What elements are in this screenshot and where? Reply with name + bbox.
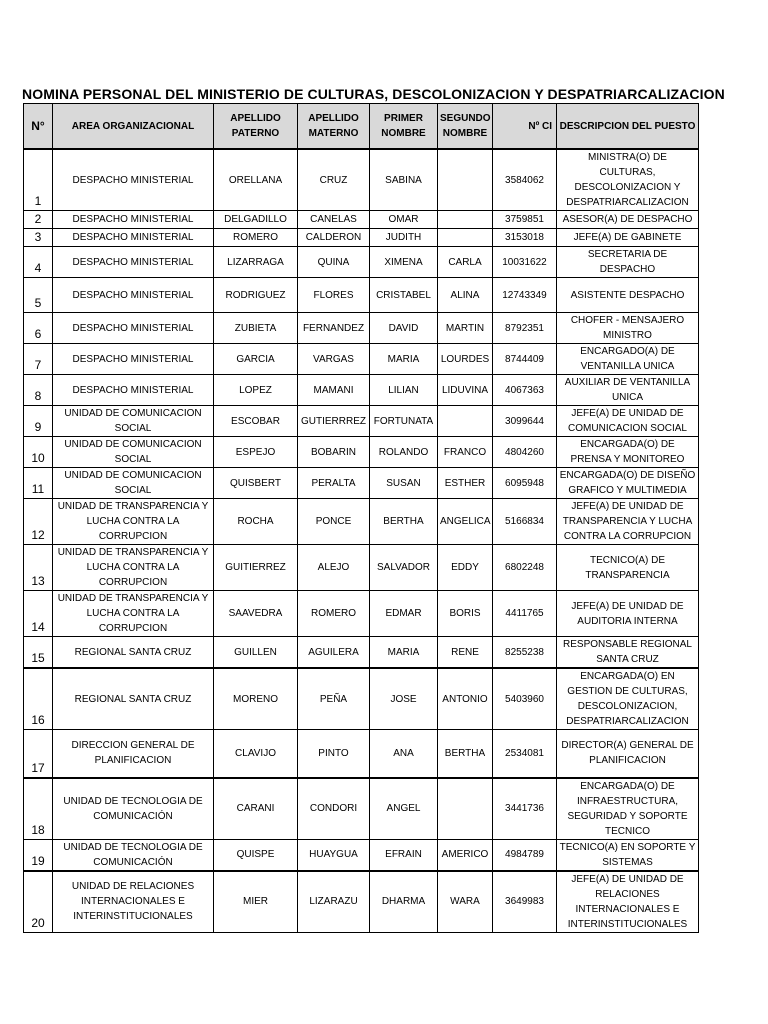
apellido-materno-cell: ALEJO <box>298 545 370 591</box>
apellido-materno-cell: CONDORI <box>298 778 370 840</box>
descripcion-cell: ENCARGADA(O) DE DISEÑO GRAFICO Y MULTIMEDIA <box>557 468 699 499</box>
table-row <box>24 730 699 778</box>
apellido-paterno-cell: CLAVIJO <box>214 730 298 778</box>
primer-nombre-cell: DAVID <box>370 313 438 344</box>
row-number: 9 <box>24 406 53 437</box>
descripcion-cell: ENCARGADA(O) DE INFRAESTRUCTURA, SEGURIDAD Y SOPORTE TECNICO <box>557 778 699 840</box>
ci-cell: 5166834 <box>493 499 557 545</box>
apellido-paterno-cell: ZUBIETA <box>214 313 298 344</box>
apellido-paterno-cell: MORENO <box>214 668 298 730</box>
ci-cell: 4067363 <box>493 375 557 406</box>
area-cell: UNIDAD DE TRANSPARENCIA Y LUCHA CONTRA LA CORRUPCION <box>53 591 214 637</box>
descripcion-cell: JEFE(A) DE GABINETE <box>557 229 699 247</box>
segundo-nombre-cell: ANTONIO <box>438 668 493 730</box>
area-cell: UNIDAD DE TRANSPARENCIA Y LUCHA CONTRA LA CORRUPCION <box>53 499 214 545</box>
area-cell: UNIDAD DE RELACIONES INTERNACIONALES E INTERINSTITUCIONALES <box>53 871 214 933</box>
row-number: 16 <box>24 668 53 730</box>
primer-nombre-cell: JUDITH <box>370 229 438 247</box>
table-row <box>24 406 699 437</box>
primer-nombre-cell: MARIA <box>370 344 438 375</box>
apellido-paterno-cell: SAAVEDRA <box>214 591 298 637</box>
header-area: AREA ORGANIZACIONAL <box>53 104 214 150</box>
table-row <box>24 344 699 375</box>
ci-cell: 4804260 <box>493 437 557 468</box>
ci-cell: 4984789 <box>493 839 557 871</box>
row-number: 6 <box>24 313 53 344</box>
table-body <box>24 149 699 932</box>
area-cell: DESPACHO MINISTERIAL <box>53 344 214 375</box>
ci-cell: 2534081 <box>493 730 557 778</box>
segundo-nombre-cell: CARLA <box>438 247 493 278</box>
descripcion-cell: ASESOR(A) DE DESPACHO <box>557 211 699 229</box>
primer-nombre-cell: ANA <box>370 730 438 778</box>
header-ci: Nº CI <box>493 104 557 150</box>
primer-nombre-cell: EDMAR <box>370 591 438 637</box>
descripcion-cell: JEFE(A) DE UNIDAD DE RELACIONES INTERNACIONALES E INTERINSTITUCIONALES <box>557 871 699 933</box>
primer-nombre-cell: JOSE <box>370 668 438 730</box>
apellido-materno-cell: PINTO <box>298 730 370 778</box>
table-row <box>24 313 699 344</box>
table-row <box>24 437 699 468</box>
apellido-paterno-cell: LIZARRAGA <box>214 247 298 278</box>
primer-nombre-cell: CRISTABEL <box>370 278 438 313</box>
segundo-nombre-cell: ALINA <box>438 278 493 313</box>
segundo-nombre-cell: LIDUVINA <box>438 375 493 406</box>
header-descripcion: DESCRIPCION DEL PUESTO <box>557 104 699 150</box>
row-number: 15 <box>24 637 53 669</box>
area-cell: UNIDAD DE TECNOLOGIA DE COMUNICACIÓN <box>53 778 214 840</box>
ci-cell: 5403960 <box>493 668 557 730</box>
segundo-nombre-cell: BORIS <box>438 591 493 637</box>
primer-nombre-cell: BERTHA <box>370 499 438 545</box>
primer-nombre-cell: XIMENA <box>370 247 438 278</box>
apellido-paterno-cell: CARANI <box>214 778 298 840</box>
descripcion-cell: DIRECTOR(A) GENERAL DE PLANIFICACION <box>557 730 699 778</box>
row-number: 14 <box>24 591 53 637</box>
segundo-nombre-cell: MARTIN <box>438 313 493 344</box>
primer-nombre-cell: ANGEL <box>370 778 438 840</box>
row-number: 4 <box>24 247 53 278</box>
primer-nombre-cell: DHARMA <box>370 871 438 933</box>
segundo-nombre-cell <box>438 149 493 211</box>
ci-cell: 6095948 <box>493 468 557 499</box>
table-row <box>24 499 699 545</box>
area-cell: UNIDAD DE COMUNICACION SOCIAL <box>53 468 214 499</box>
apellido-materno-cell: FERNANDEZ <box>298 313 370 344</box>
segundo-nombre-cell <box>438 778 493 840</box>
descripcion-cell: TECNICO(A) EN SOPORTE Y SISTEMAS <box>557 839 699 871</box>
primer-nombre-cell: MARIA <box>370 637 438 669</box>
table-row <box>24 468 699 499</box>
ci-cell: 3153018 <box>493 229 557 247</box>
ci-cell: 8744409 <box>493 344 557 375</box>
apellido-materno-cell: HUAYGUA <box>298 839 370 871</box>
row-number: 18 <box>24 778 53 840</box>
apellido-materno-cell: MAMANI <box>298 375 370 406</box>
apellido-materno-cell: ROMERO <box>298 591 370 637</box>
apellido-paterno-cell: ESPEJO <box>214 437 298 468</box>
primer-nombre-cell: SABINA <box>370 149 438 211</box>
apellido-paterno-cell: ESCOBAR <box>214 406 298 437</box>
area-cell: DIRECCION GENERAL DE PLANIFICACION <box>53 730 214 778</box>
page-title: NOMINA PERSONAL DEL MINISTERIO DE CULTURAS, DESCOLONIZACION Y DESPATRIARCALIZACION <box>22 86 725 102</box>
ci-cell: 3441736 <box>493 778 557 840</box>
segundo-nombre-cell: FRANCO <box>438 437 493 468</box>
table-row <box>24 545 699 591</box>
ci-cell: 12743349 <box>493 278 557 313</box>
descripcion-cell: ENCARGADA(O) DE PRENSA Y MONITOREO <box>557 437 699 468</box>
descripcion-cell: TECNICO(A) DE TRANSPARENCIA <box>557 545 699 591</box>
header-num: N° <box>24 104 53 150</box>
segundo-nombre-cell: ESTHER <box>438 468 493 499</box>
primer-nombre-cell: ROLANDO <box>370 437 438 468</box>
apellido-materno-cell: LIZARAZU <box>298 871 370 933</box>
area-cell: REGIONAL SANTA CRUZ <box>53 668 214 730</box>
row-number: 11 <box>24 468 53 499</box>
apellido-paterno-cell: GUILLEN <box>214 637 298 669</box>
primer-nombre-cell: EFRAIN <box>370 839 438 871</box>
area-cell: UNIDAD DE COMUNICACION SOCIAL <box>53 437 214 468</box>
apellido-paterno-cell: DELGADILLO <box>214 211 298 229</box>
apellido-paterno-cell: ROMERO <box>214 229 298 247</box>
descripcion-cell: ASISTENTE DESPACHO <box>557 278 699 313</box>
primer-nombre-cell: FORTUNATA <box>370 406 438 437</box>
apellido-materno-cell: GUTIERRREZ <box>298 406 370 437</box>
area-cell: DESPACHO MINISTERIAL <box>53 149 214 211</box>
apellido-paterno-cell: ORELLANA <box>214 149 298 211</box>
table-header-row <box>24 104 699 150</box>
ci-cell: 3759851 <box>493 211 557 229</box>
descripcion-cell: AUXILIAR DE VENTANILLA UNICA <box>557 375 699 406</box>
apellido-paterno-cell: GUITIERREZ <box>214 545 298 591</box>
table-row <box>24 668 699 730</box>
apellido-materno-cell: PERALTA <box>298 468 370 499</box>
area-cell: DESPACHO MINISTERIAL <box>53 313 214 344</box>
segundo-nombre-cell: ANGELICA <box>438 499 493 545</box>
row-number: 13 <box>24 545 53 591</box>
header-apellido-materno: APELLIDO MATERNO <box>298 104 370 150</box>
table-row <box>24 247 699 278</box>
row-number: 1 <box>24 149 53 211</box>
row-number: 12 <box>24 499 53 545</box>
row-number: 7 <box>24 344 53 375</box>
ci-cell: 8792351 <box>493 313 557 344</box>
ci-cell: 4411765 <box>493 591 557 637</box>
ci-cell: 3099644 <box>493 406 557 437</box>
primer-nombre-cell: SUSAN <box>370 468 438 499</box>
table-row <box>24 278 699 313</box>
table-row <box>24 229 699 247</box>
table-row <box>24 149 699 211</box>
row-number: 5 <box>24 278 53 313</box>
descripcion-cell: CHOFER - MENSAJERO MINISTRO <box>557 313 699 344</box>
apellido-materno-cell: PONCE <box>298 499 370 545</box>
area-cell: UNIDAD DE TRANSPARENCIA Y LUCHA CONTRA LA CORRUPCION <box>53 545 214 591</box>
ci-cell: 3649983 <box>493 871 557 933</box>
row-number: 19 <box>24 839 53 871</box>
ci-cell: 3584062 <box>493 149 557 211</box>
apellido-paterno-cell: ROCHA <box>214 499 298 545</box>
descripcion-cell: ENCARGADO(A) DE VENTANILLA UNICA <box>557 344 699 375</box>
header-primer-nombre: PRIMER NOMBRE <box>370 104 438 150</box>
descripcion-cell: JEFE(A) DE UNIDAD DE COMUNICACION SOCIAL <box>557 406 699 437</box>
apellido-materno-cell: VARGAS <box>298 344 370 375</box>
apellido-materno-cell: QUINA <box>298 247 370 278</box>
apellido-paterno-cell: GARCIA <box>214 344 298 375</box>
primer-nombre-cell: LILIAN <box>370 375 438 406</box>
segundo-nombre-cell <box>438 211 493 229</box>
table-row <box>24 871 699 933</box>
table-row <box>24 591 699 637</box>
segundo-nombre-cell <box>438 406 493 437</box>
segundo-nombre-cell: RENE <box>438 637 493 669</box>
area-cell: UNIDAD DE TECNOLOGIA DE COMUNICACIÓN <box>53 839 214 871</box>
table-row <box>24 637 699 669</box>
segundo-nombre-cell: AMERICO <box>438 839 493 871</box>
descripcion-cell: SECRETARIA DE DESPACHO <box>557 247 699 278</box>
area-cell: DESPACHO MINISTERIAL <box>53 375 214 406</box>
header-apellido-paterno: APELLIDO PATERNO <box>214 104 298 150</box>
apellido-paterno-cell: RODRIGUEZ <box>214 278 298 313</box>
table-row <box>24 375 699 406</box>
row-number: 10 <box>24 437 53 468</box>
table-row <box>24 778 699 840</box>
descripcion-cell: ENCARGADA(O) EN GESTION DE CULTURAS, DESCOLONIZACION, DESPATRIARCALIZACION <box>557 668 699 730</box>
area-cell: DESPACHO MINISTERIAL <box>53 229 214 247</box>
segundo-nombre-cell: EDDY <box>438 545 493 591</box>
apellido-paterno-cell: LOPEZ <box>214 375 298 406</box>
apellido-materno-cell: FLORES <box>298 278 370 313</box>
apellido-materno-cell: PEÑA <box>298 668 370 730</box>
row-number: 2 <box>24 211 53 229</box>
apellido-paterno-cell: MIER <box>214 871 298 933</box>
row-number: 3 <box>24 229 53 247</box>
descripcion-cell: JEFE(A) DE UNIDAD DE AUDITORIA INTERNA <box>557 591 699 637</box>
area-cell: UNIDAD DE COMUNICACION SOCIAL <box>53 406 214 437</box>
ci-cell: 6802248 <box>493 545 557 591</box>
apellido-materno-cell: CANELAS <box>298 211 370 229</box>
apellido-paterno-cell: QUISBERT <box>214 468 298 499</box>
table-row <box>24 211 699 229</box>
apellido-materno-cell: CRUZ <box>298 149 370 211</box>
row-number: 8 <box>24 375 53 406</box>
descripcion-cell: RESPONSABLE REGIONAL SANTA CRUZ <box>557 637 699 669</box>
ci-cell: 8255238 <box>493 637 557 669</box>
segundo-nombre-cell: WARA <box>438 871 493 933</box>
area-cell: DESPACHO MINISTERIAL <box>53 247 214 278</box>
apellido-paterno-cell: QUISPE <box>214 839 298 871</box>
ci-cell: 10031622 <box>493 247 557 278</box>
apellido-materno-cell: BOBARIN <box>298 437 370 468</box>
primer-nombre-cell: SALVADOR <box>370 545 438 591</box>
descripcion-cell: MINISTRA(O) DE CULTURAS, DESCOLONIZACION Y DESPATRIARCALIZACION <box>557 149 699 211</box>
apellido-materno-cell: CALDERON <box>298 229 370 247</box>
header-segundo-nombre: SEGUNDO NOMBRE <box>438 104 493 150</box>
area-cell: DESPACHO MINISTERIAL <box>53 278 214 313</box>
table-row <box>24 839 699 871</box>
segundo-nombre-cell <box>438 229 493 247</box>
descripcion-cell: JEFE(A) DE UNIDAD DE TRANSPARENCIA Y LUCHA CONTRA LA CORRUPCION <box>557 499 699 545</box>
row-number: 20 <box>24 871 53 933</box>
apellido-materno-cell: AGUILERA <box>298 637 370 669</box>
area-cell: DESPACHO MINISTERIAL <box>53 211 214 229</box>
segundo-nombre-cell: LOURDES <box>438 344 493 375</box>
row-number: 17 <box>24 730 53 778</box>
segundo-nombre-cell: BERTHA <box>438 730 493 778</box>
area-cell: REGIONAL SANTA CRUZ <box>53 637 214 669</box>
personnel-table <box>23 103 699 933</box>
primer-nombre-cell: OMAR <box>370 211 438 229</box>
